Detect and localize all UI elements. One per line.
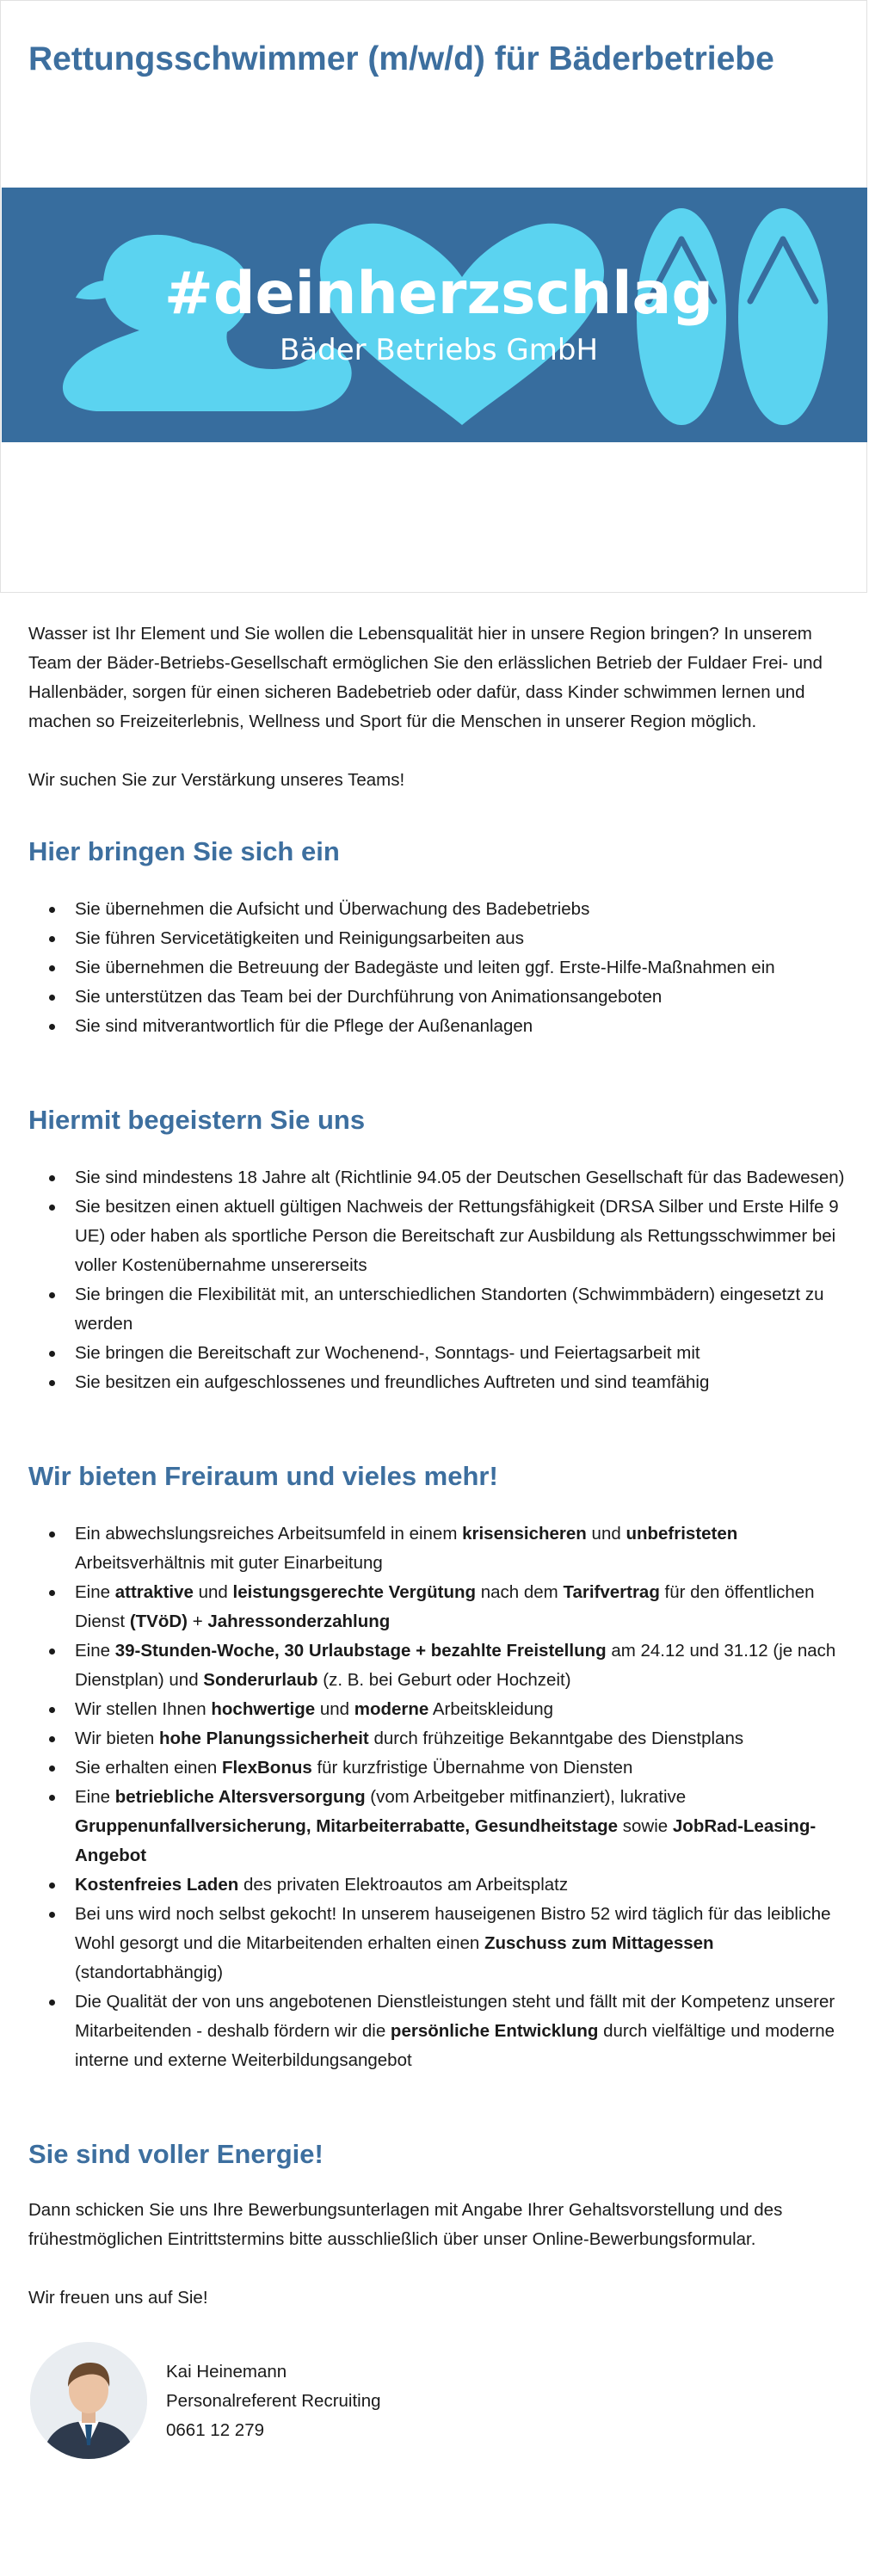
list-item: Sie besitzen ein aufgeschlossenes und freundliches Auftreten und sind teamfähig xyxy=(75,1368,846,1397)
list-item: Sie besitzen einen aktuell gültigen Nachweis der Rettungsfähigkeit (DRSA Silber und Erste Hilfe 9 UE) oder haben als sportliche Person die Bereitschaft zur Ausbildung als Rettungsschwimmer bei voller Kostenübernahme unsererseits xyxy=(75,1192,846,1280)
closing-thanks: Wir freuen uns auf Sie! xyxy=(28,2288,208,2308)
page-title: Rettungsschwimmer (m/w/d) für Bäderbetriebe xyxy=(28,40,774,77)
list-item: Sie übernehmen die Betreuung der Badegäste und leiten ggf. Erste-Hilfe-Maßnahmen ein xyxy=(75,953,846,983)
list-item: Ein abwechslungsreiches Arbeitsumfeld in einem krisensicheren und unbefristeten Arbeitsverhältnis mit guter Einarbeitung xyxy=(75,1519,846,1578)
list-item: Sie bringen die Flexibilität mit, an unterschiedlichen Standorten (Schwimmbädern) eingesetzt zu werden xyxy=(75,1280,846,1339)
list-item: Sie sind mitverantwortlich für die Pflege der Außenanlagen xyxy=(75,1012,846,1041)
intro-paragraph: Wasser ist Ihr Element und Sie wollen die Lebensqualität hier in unsere Region bringen? In unserem Team der Bäder-Betriebs-Gesellschaft ermöglichen Sie den erlässlichen Betrieb der Fuldaer Frei- und Hallenbäder, sorgen für einen sicheren Badebetrieb oder dafür, dass Kinder schwimmen lernen und machen so Freizeiterlebnis, Wellness und Sport für die Menschen in unserer Region möglich. xyxy=(28,624,823,731)
profile-list xyxy=(28,1163,846,1397)
list-item: Sie sind mindestens 18 Jahre alt (Richtlinie 94.05 der Deutschen Gesellschaft für das Badewesen) xyxy=(75,1163,846,1192)
banner-company: Bäder Betriebs GmbH xyxy=(279,333,599,367)
list-item: Eine 39-Stunden-Woche, 30 Urlaubstage + bezahlte Freistellung am 24.12 und 31.12 (je nach Dienstplan) und Sonderurlaub (z. B. bei Geburt oder Hochzeit) xyxy=(75,1636,846,1695)
contact-details xyxy=(166,2357,381,2445)
list-item: Kostenfreies Laden des privaten Elektroautos am Arbeitsplatz xyxy=(75,1870,846,1900)
list-item: Sie erhalten einen FlexBonus für kurzfristige Übernahme von Diensten xyxy=(75,1753,846,1783)
closing-paragraph: Dann schicken Sie uns Ihre Bewerbungsunterlagen mit Angabe Ihrer Gehaltsvorstellung und des frühestmöglichen Eintrittstermins bitte ausschließlich über unser Online-Bewerbungsformular. xyxy=(28,2200,783,2249)
contact-phone[interactable]: 0661 12 279 xyxy=(166,2420,265,2440)
section-title-closing: Sie sind voller Energie! xyxy=(28,2139,324,2169)
contact-name: Kai Heinemann xyxy=(166,2362,287,2382)
list-item: Wir stellen Ihnen hochwertige und moderne Arbeitskleidung xyxy=(75,1695,846,1724)
list-item: Bei uns wird noch selbst gekocht! In unserem hauseigenen Bistro 52 wird täglich für das leibliche Wohl gesorgt und die Mitarbeitenden erhalten einen Zuschuss zum Mittagessen (standortabhängig) xyxy=(75,1900,846,1987)
tasks-list xyxy=(28,895,846,1041)
list-item: Die Qualität der von uns angebotenen Dienstleistungen steht und fällt mit der Kompetenz unserer Mitarbeitenden - deshalb fördern wir die persönliche Entwicklung durch vielfältige und moderne interne und externe Weiterbildungsangebot xyxy=(75,1987,846,2075)
list-item: Sie unterstützen das Team bei der Durchführung von Animationsangeboten xyxy=(75,983,846,1012)
list-item: Eine attraktive und leistungsgerechte Vergütung nach dem Tarifvertrag für den öffentlichen Dienst (TVöD) + Jahressonderzahlung xyxy=(75,1578,846,1636)
section-title-profile: Hiermit begeistern Sie uns xyxy=(28,1105,366,1135)
list-item: Eine betriebliche Altersversorgung (vom Arbeitgeber mitfinanziert), lukrative Gruppenunfallversicherung, Mitarbeiterrabatte, Gesundheitstage sowie JobRad-Leasing-Angebot xyxy=(75,1783,846,1870)
list-item: Sie übernehmen die Aufsicht und Überwachung des Badebetriebs xyxy=(75,895,846,924)
benefits-list xyxy=(28,1519,846,2075)
avatar xyxy=(30,2342,147,2459)
header-card xyxy=(0,0,867,593)
contact-role: Personalreferent Recruiting xyxy=(166,2391,381,2411)
list-item: Sie führen Servicetätigkeiten und Reinigungsarbeiten aus xyxy=(75,924,846,953)
section-title-benefits: Wir bieten Freiraum und vieles mehr! xyxy=(28,1461,498,1491)
contact-card xyxy=(28,2342,846,2471)
section-title-tasks: Hier bringen Sie sich ein xyxy=(28,836,340,866)
list-item: Wir bieten hohe Planungssicherheit durch frühzeitige Bekanntgabe des Dienstplans xyxy=(75,1724,846,1753)
job-description xyxy=(28,619,846,2471)
list-item: Sie bringen die Bereitschaft zur Wochenend-, Sonntags- und Feiertagsarbeit mit xyxy=(75,1339,846,1368)
intro-search-line: Wir suchen Sie zur Verstärkung unseres Teams! xyxy=(28,770,405,790)
banner-hashtag: #deinherzschlag xyxy=(163,260,714,328)
employer-banner xyxy=(2,188,867,442)
